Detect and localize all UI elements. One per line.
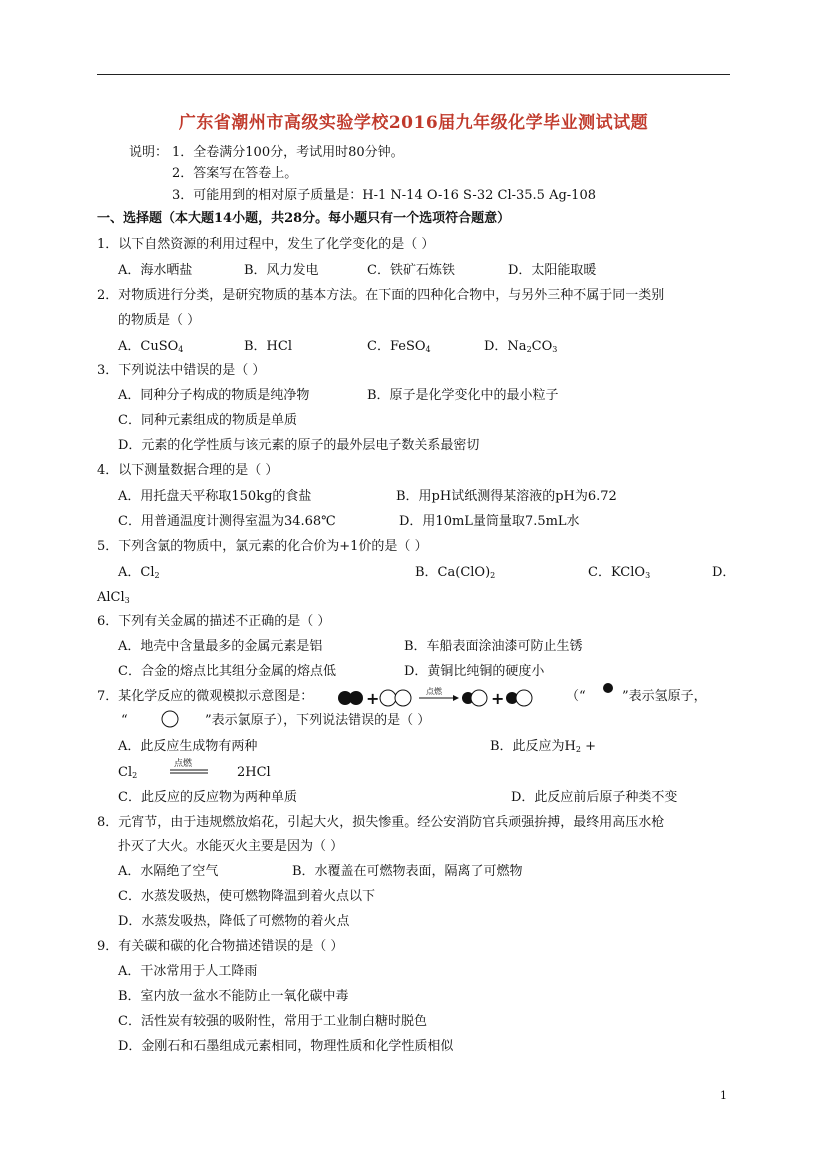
q7-option-c: C．此反应的反应物为两种单质 xyxy=(118,790,297,805)
q2-option-a: A．CuSO$_4$ xyxy=(118,339,184,354)
question-4-stem: 4．以下测量数据合理的是（ ） xyxy=(97,463,279,478)
q9-option-c: C．活性炭有较强的吸附性，常用于工业制白糖时脱色 xyxy=(118,1014,427,1029)
q5-option-d: D． xyxy=(712,565,736,580)
q3-option-a: A．同种分子构成的物质是纯净物 xyxy=(118,388,310,403)
q6-option-a: A．地壳中含量最多的金属元素是铝 xyxy=(118,639,323,654)
question-7-stem: 7．某化学反应的微观模拟示意图是： xyxy=(97,689,314,704)
header-rule xyxy=(97,74,730,75)
plus-sign: + xyxy=(491,689,505,708)
plus-sign: + xyxy=(366,689,380,708)
section-heading: 一、选择题（本大题14小题，共28分。每小题只有一个选项符合题意） xyxy=(97,211,511,226)
hydrogen-legend-icon xyxy=(602,682,614,694)
q4-option-d: D．用10mL量筒量取7.5mL水 xyxy=(399,514,580,529)
q7-legend-h-text: ”表示氢原子， xyxy=(622,689,707,704)
q2-option-d: D．$Na_2CO_3$ xyxy=(484,339,558,354)
chlorine-atom-icon xyxy=(471,690,487,706)
q7-legend-cl-text: ”表示氯原子），下列说法错误的是（ ） xyxy=(205,713,431,728)
notes-label: 说明： xyxy=(129,145,169,160)
reaction-diagram xyxy=(335,684,545,710)
question-5-stem: 5．下列含氯的物质中，氯元素的化合价为+1价的是（ ） xyxy=(97,539,428,554)
q1-option-b: B．风力发电 xyxy=(244,263,319,278)
chlorine-atom-icon xyxy=(516,690,532,706)
note-2: 2．答案写在答卷上。 xyxy=(172,166,298,181)
q5-option-c: C．KClO$_3$ xyxy=(588,565,651,580)
page-number: 1 xyxy=(720,1089,727,1102)
q5-option-b: B．$Ca(ClO)_2$ xyxy=(415,565,496,580)
q7-option-b-cont-hcl: 2HCl xyxy=(237,765,271,780)
chlorine-legend-icon xyxy=(160,709,180,729)
q7-option-b: B．此反应为$H_2$ + xyxy=(490,739,597,754)
q3-option-b: B．原子是化学变化中的最小粒子 xyxy=(367,388,559,403)
question-8-stem: 8．元宵节，由于违规燃放焰花，引起大火，损失惨重。经公安消防官兵顽强拚搏，最终用高压水枪 xyxy=(97,815,665,830)
q3-option-c: C．同种元素组成的物质是单质 xyxy=(118,413,297,428)
q7-option-a: A．此反应生成物有两种 xyxy=(118,739,258,754)
question-9-stem: 9．有关碳和碳的化合物描述错误的是（ ） xyxy=(97,939,344,954)
hydrogen-atom-icon xyxy=(349,691,363,705)
question-3-stem: 3．下列说法中错误的是（ ） xyxy=(97,363,266,378)
q9-option-a: A．干冰常用于人工降雨 xyxy=(118,964,258,979)
ignite-equals-sign xyxy=(168,756,210,778)
q5-option-a: A．$Cl_2$ xyxy=(118,565,160,580)
q2-option-b: B．HCl xyxy=(244,339,292,354)
q1-option-c: C．铁矿石炼铁 xyxy=(367,263,455,278)
q1-option-d: D．太阳能取暖 xyxy=(508,263,597,278)
ignite-label: 点燃 xyxy=(426,687,442,696)
q9-option-b: B．室内放一盆水不能防止一氧化碳中毒 xyxy=(118,989,349,1004)
page-title: 广东省潮州市高级实验学校2016届九年级化学毕业测试试题 xyxy=(178,113,649,133)
q6-option-c: C．合金的熔点比其组分金属的熔点低 xyxy=(118,664,336,679)
q4-option-b: B．用pH试纸测得某溶液的pH为6.72 xyxy=(396,489,617,504)
chlorine-atom-icon xyxy=(395,690,411,706)
svg-text:点燃: 点燃 xyxy=(174,759,193,769)
q3-option-d: D．元素的化学性质与该元素的原子的最外层电子数关系最密切 xyxy=(118,438,480,453)
q4-option-a: A．用托盘天平称取150kg的食盐 xyxy=(118,489,312,504)
q4-option-c: C．用普通温度计测得室温为34.68℃ xyxy=(118,514,336,529)
q7-legend-cl-open: “ xyxy=(121,713,128,728)
question-8-stem-cont: 扑灭了大火。水能灭火主要是因为（ ） xyxy=(118,839,344,854)
chlorine-atom-icon xyxy=(380,690,396,706)
question-1-stem: 1．以下自然资源的利用过程中，发生了化学变化的是（ ） xyxy=(97,237,435,252)
q7-option-b-cont-cl2: $Cl_2$ xyxy=(118,765,138,780)
question-2-stem-cont: 的物质是（ ） xyxy=(118,313,201,328)
q6-option-b: B．车船表面涂油漆可防止生锈 xyxy=(404,639,583,654)
q7-option-d: D．此反应前后原子种类不变 xyxy=(511,790,678,805)
q1-option-a: A．海水晒盐 xyxy=(118,263,193,278)
question-2-stem: 2．对物质进行分类，是研究物质的基本方法。在下面的四种化合物中，与另外三种不属于同一类别 xyxy=(97,288,665,303)
q9-option-d: D．金刚石和石墨组成元素相同，物理性质和化学性质相似 xyxy=(118,1039,454,1054)
note-3: 3．可能用到的相对原子质量是：H-1 N-14 O-16 S-32 Cl-35.5 Ag-108 xyxy=(172,188,596,203)
q8-option-a: A．水隔绝了空气 xyxy=(118,864,219,879)
note-1: 1．全卷满分100分，考试用时80分钟。 xyxy=(172,145,404,160)
q8-option-d: D．水蒸发吸热，降低了可燃物的着火点 xyxy=(118,914,350,929)
q2-option-c: C．FeSO$_4$ xyxy=(367,339,431,354)
question-6-stem: 6．下列有关金属的描述不正确的是（ ） xyxy=(97,614,331,629)
q8-option-c: C．水蒸发吸热，使可燃物降温到着火点以下 xyxy=(118,889,375,904)
q5-option-d-cont: AlCl$_3$ xyxy=(97,590,130,605)
q6-option-d: D．黄铜比纯铜的硬度小 xyxy=(404,664,545,679)
q7-legend-h-open: （“ xyxy=(566,689,586,704)
q8-option-b: B．水覆盖在可燃物表面，隔离了可燃物 xyxy=(292,864,523,879)
